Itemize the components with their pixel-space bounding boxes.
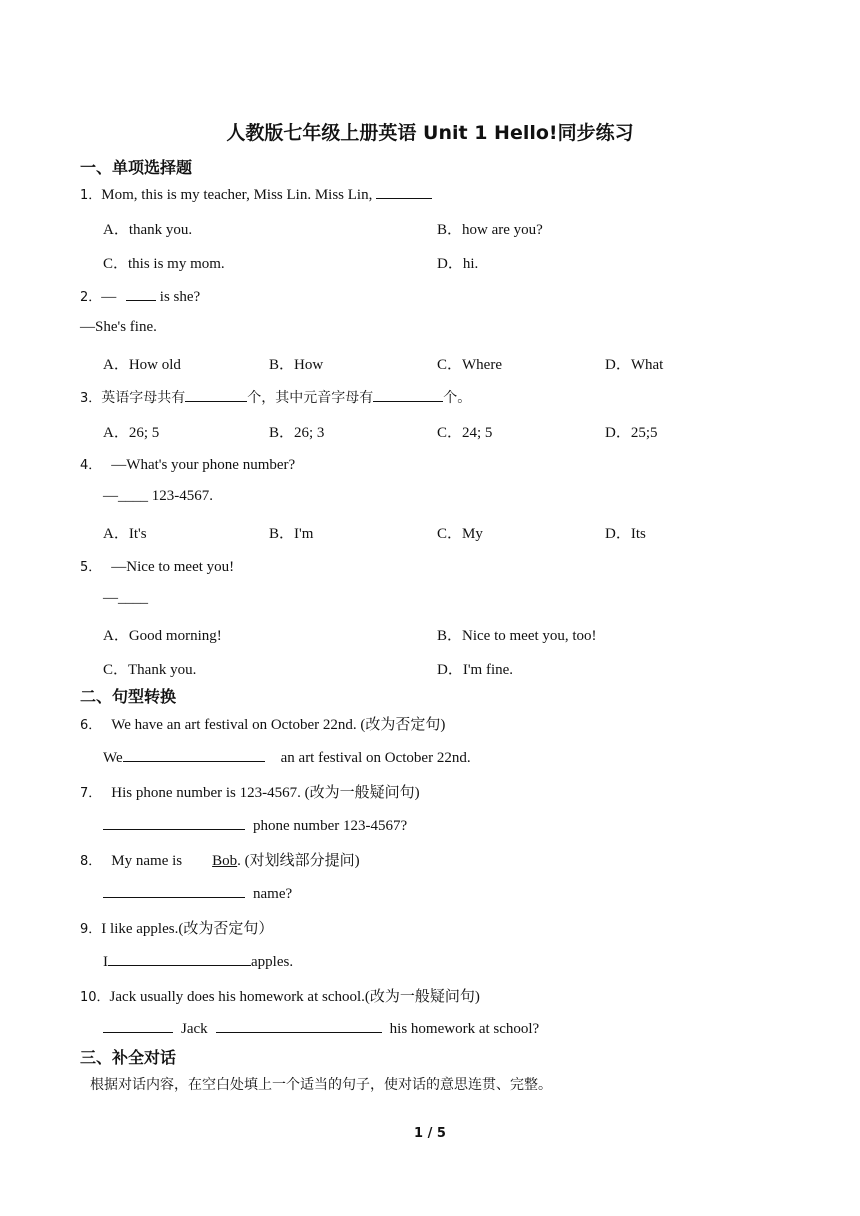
q5-option-d: D．I'm fine. [437, 662, 514, 678]
underlined-word: Bob [212, 853, 238, 869]
q3-option-c: C．24; 5 [437, 425, 493, 441]
q4-option-b: B．I'm [269, 526, 314, 542]
q9-answer-line: I apples. [103, 951, 293, 971]
question-3: 3．英语字母共有 个，其中元音字母有 个。 [80, 387, 471, 407]
q1-option-a: A．thank you. [103, 222, 193, 238]
question-2: 2．— is she? [80, 286, 200, 306]
q1-option-b: B．how are you? [437, 222, 543, 238]
page-number: 1 / 5 [414, 1126, 446, 1141]
answer-blank[interactable] [103, 883, 245, 898]
question-1: 1．Mom, this is my teacher, Miss Lin. Miss Lin, [80, 184, 432, 204]
answer-blank[interactable] [185, 387, 247, 402]
section-instruction: 根据对话内容，在空白处填上一个适当的句子，使对话的意思连贯、完整。 [90, 1077, 552, 1093]
answer-blank[interactable] [376, 184, 432, 199]
q5-response: —____ [103, 590, 148, 606]
answer-blank[interactable] [373, 387, 443, 402]
question-4: 4． —What's your phone number? [80, 457, 296, 473]
q10-answer-line: Jack his homework at school? [103, 1018, 539, 1038]
q3-option-b: B．26; 3 [269, 425, 325, 441]
q3-option-d: D．25;5 [605, 425, 658, 441]
q5-option-b: B．Nice to meet you, too! [437, 628, 597, 644]
answer-blank[interactable] [103, 815, 245, 830]
question-5: 5． —Nice to meet you! [80, 559, 235, 575]
q2-option-c: C．Where [437, 357, 502, 373]
question-6: 6． We have an art festival on October 22nd. (改为否定句) [80, 717, 446, 733]
answer-blank[interactable] [103, 1018, 173, 1033]
page-title: 人教版七年级上册英语 Unit 1 Hello!同步练习 [226, 122, 634, 144]
q4-option-a: A．It's [103, 526, 147, 542]
q4-response: —____ 123-4567. [103, 488, 213, 504]
answer-blank[interactable] [216, 1018, 382, 1033]
answer-blank[interactable] [126, 286, 156, 301]
answer-blank[interactable] [108, 951, 251, 966]
q2-option-a: A．How old [103, 357, 181, 373]
section-heading-complete-dialogue: 三、补全对话 [80, 1048, 177, 1067]
q4-option-c: C．My [437, 526, 483, 542]
q1-option-c: C．this is my mom. [103, 256, 225, 272]
q7-answer-line: phone number 123-4567? [103, 815, 407, 835]
q6-answer-line: We an art festival on October 22nd. [103, 747, 471, 767]
q3-option-a: A．26; 5 [103, 425, 160, 441]
q2-response: —She's fine. [80, 319, 157, 335]
question-8: 8． My name is Bob. (对划线部分提问) [80, 853, 360, 869]
question-10: 10．Jack usually does his homework at school.(改为一般疑问句) [80, 989, 480, 1005]
question-9: 9．I like apples.(改为否定句） [80, 921, 274, 937]
section-heading-sentence-transformation: 二、句型转换 [80, 687, 177, 706]
q5-option-c: C．Thank you. [103, 662, 197, 678]
question-7: 7． His phone number is 123-4567. (改为一般疑问句) [80, 785, 420, 801]
q8-answer-line: name? [103, 883, 292, 903]
q5-option-a: A．Good morning! [103, 628, 222, 644]
section-heading-multiple-choice: 一、单项选择题 [80, 158, 193, 177]
q2-option-d: D．What [605, 357, 664, 373]
q1-option-d: D．hi. [437, 256, 479, 272]
q2-option-b: B．How [269, 357, 324, 373]
answer-blank[interactable] [123, 747, 265, 762]
q4-option-d: D．Its [605, 526, 646, 542]
